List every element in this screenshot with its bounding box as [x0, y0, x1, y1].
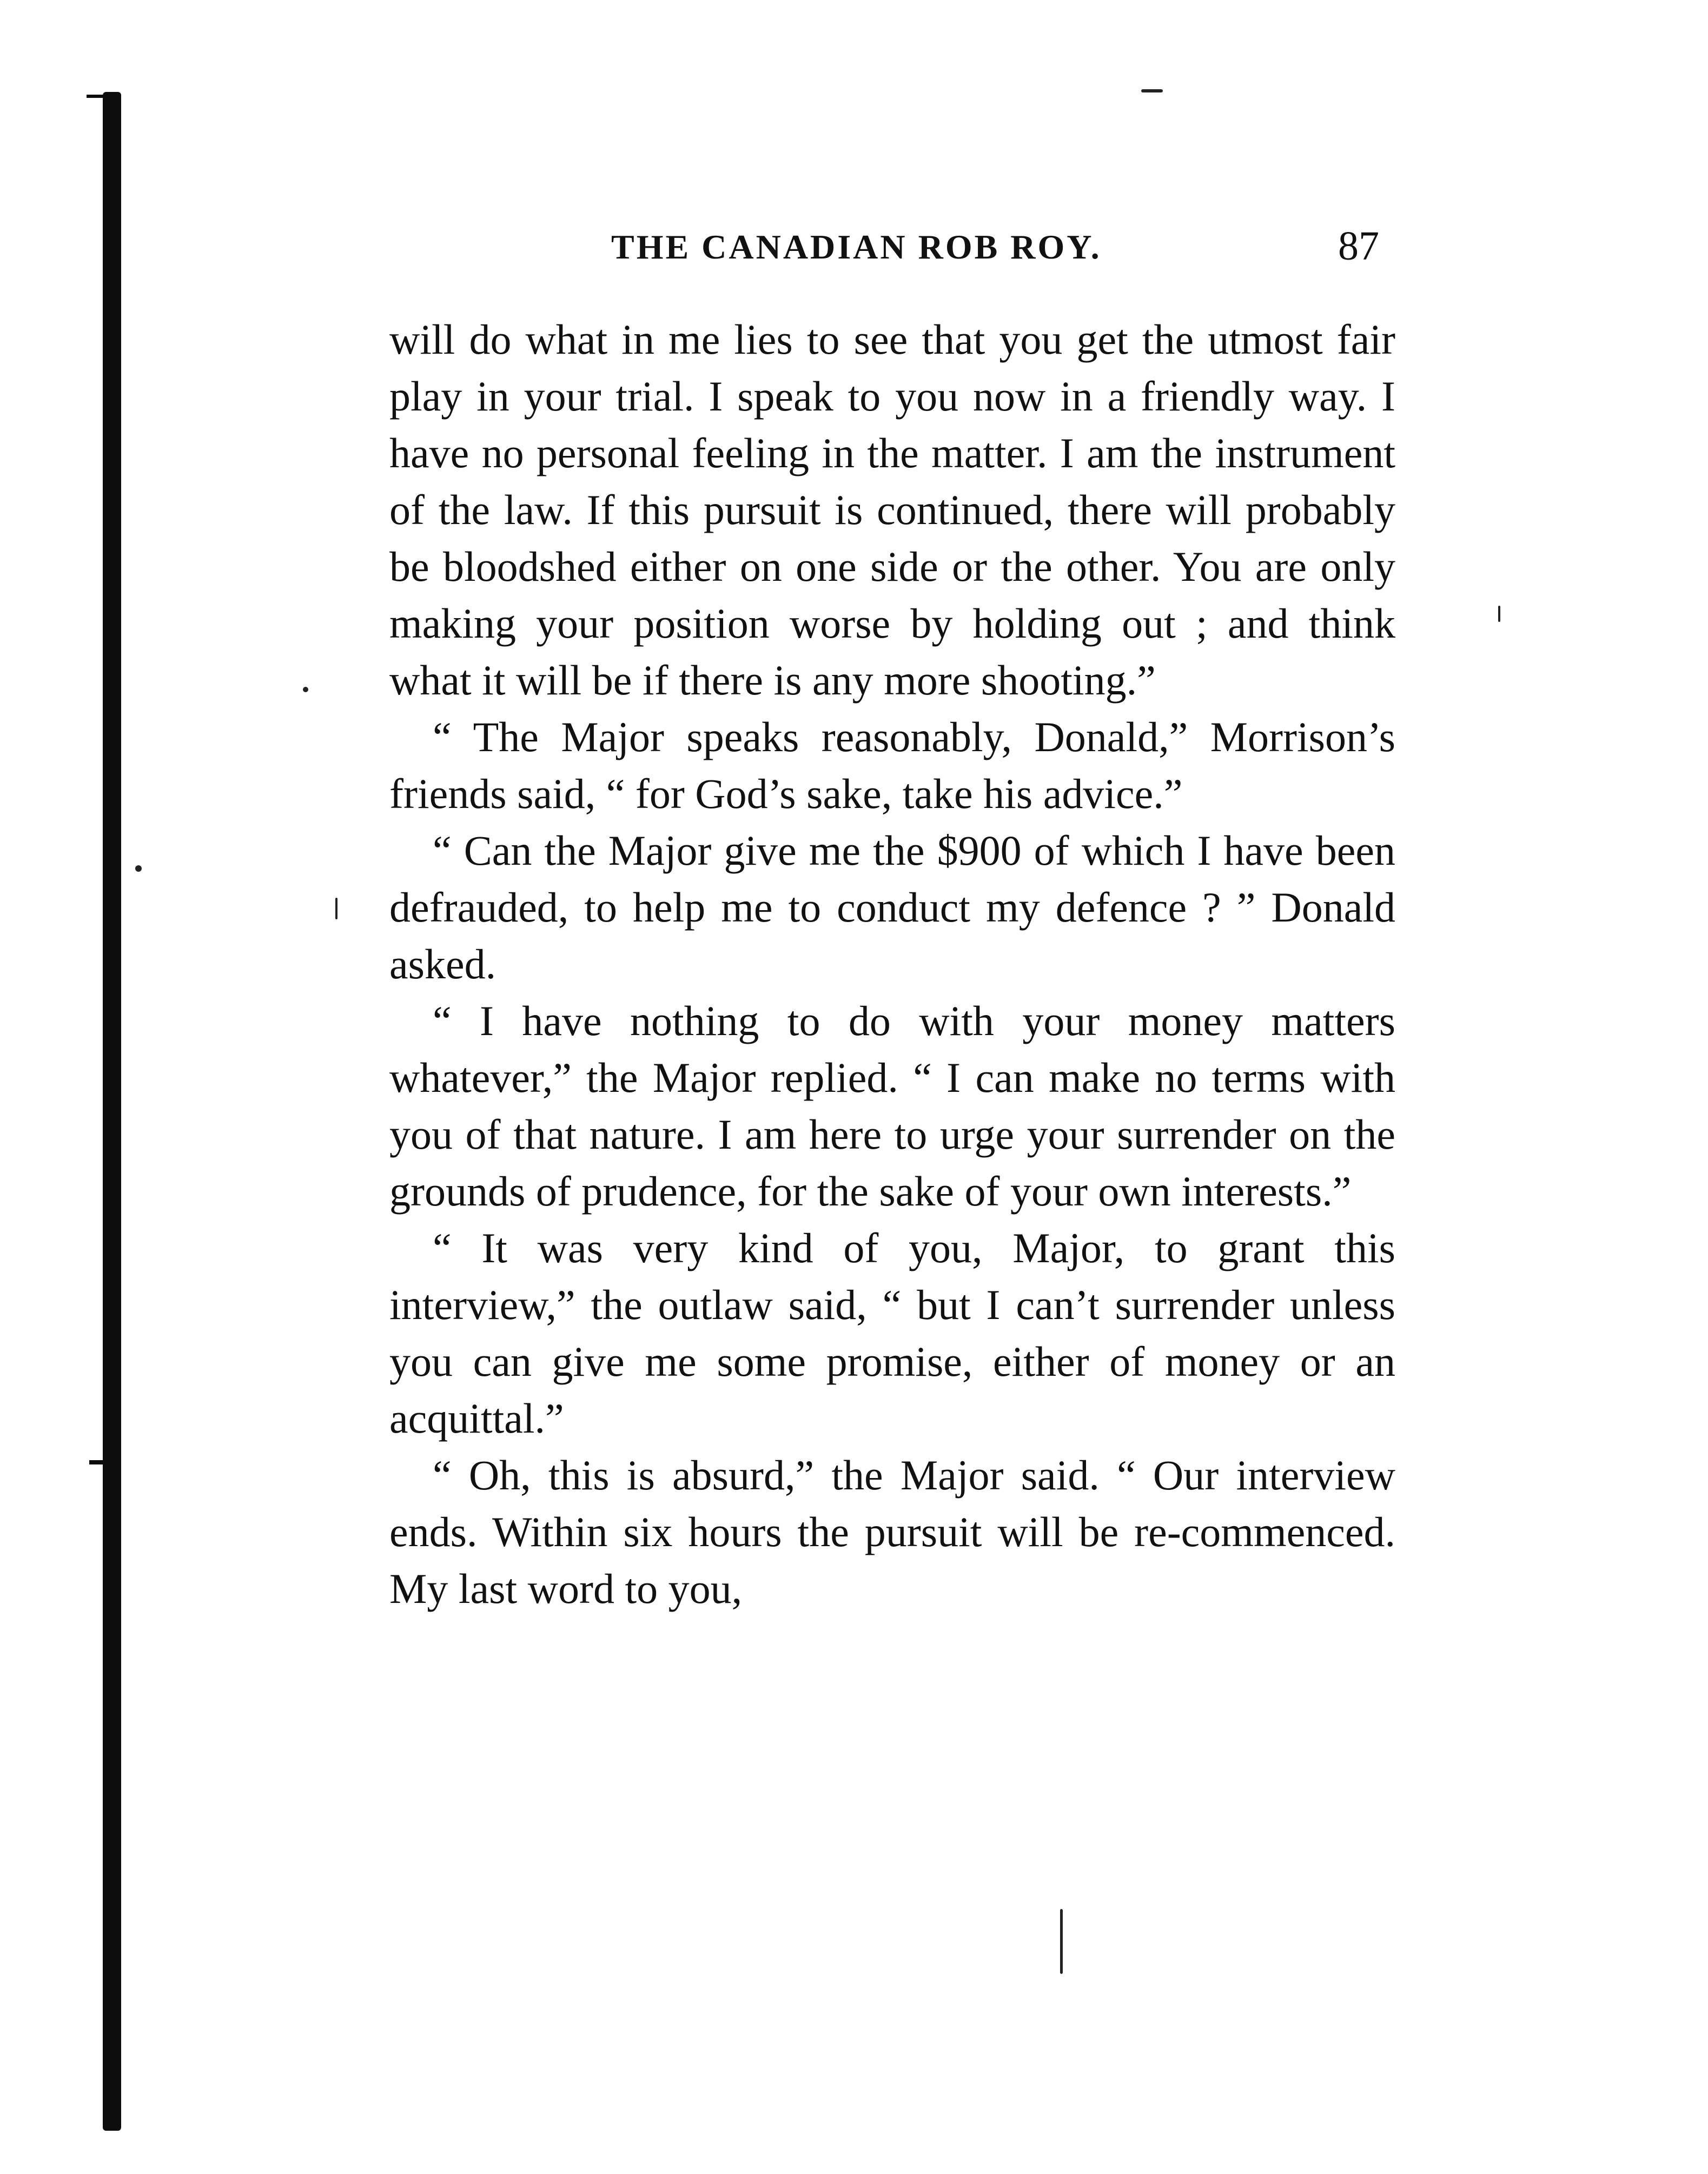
paragraph: “ The Major speaks reasonably, Donald,” Morrison’s friends said, “ for God’s sake, take his advice.” [389, 713, 1395, 817]
binding-shadow [103, 92, 121, 2131]
binding-notch [87, 95, 114, 98]
paragraph: “ Can the Major give me the $900 of which I have been defrauded, to help me to conduct my defence ? ” Donald asked. [389, 827, 1395, 987]
running-head: THE CANADIAN ROB ROY. [611, 228, 1102, 266]
paragraph: “ It was very kind of you, Major, to grant this interview,” the outlaw said, “ but I can’t surrender unless you can give me some promise, either of money or an acquittal.” [389, 1224, 1395, 1442]
paragraph: “ I have nothing to do with your money matters whatever,” the Major replied. “ I can make no terms with you of that nature. I am here to urge your surrender on the grounds of prudence, for the sake of your own interests.” [389, 997, 1395, 1215]
scan-speck [303, 687, 308, 692]
scan-speck [135, 865, 142, 872]
page-number: 87 [1338, 223, 1379, 269]
page-body [389, 311, 1395, 1617]
scan-speck [335, 898, 337, 919]
binding-notch [89, 1460, 111, 1464]
page-header [611, 223, 1379, 276]
scan-speck [1060, 1909, 1063, 1974]
paragraph: “ Oh, this is absurd,” the Major said. “ Our interview ends. Within six hours the pursuit will be re-commenced. My last word to you, [389, 1451, 1395, 1612]
paragraph: will do what in me lies to see that you get the utmost fair play in your trial. I speak to you now in a friendly way. I have no personal feeling in the matter. I am the instrument of the law. If this pursuit is continued, there will probably be bloodshed either on one side or the other. You are only making your position worse by holding out ; and think what it will be if there is any more shooting.” [389, 316, 1395, 704]
scan-speck [1141, 89, 1163, 92]
scan-speck [1498, 606, 1500, 622]
